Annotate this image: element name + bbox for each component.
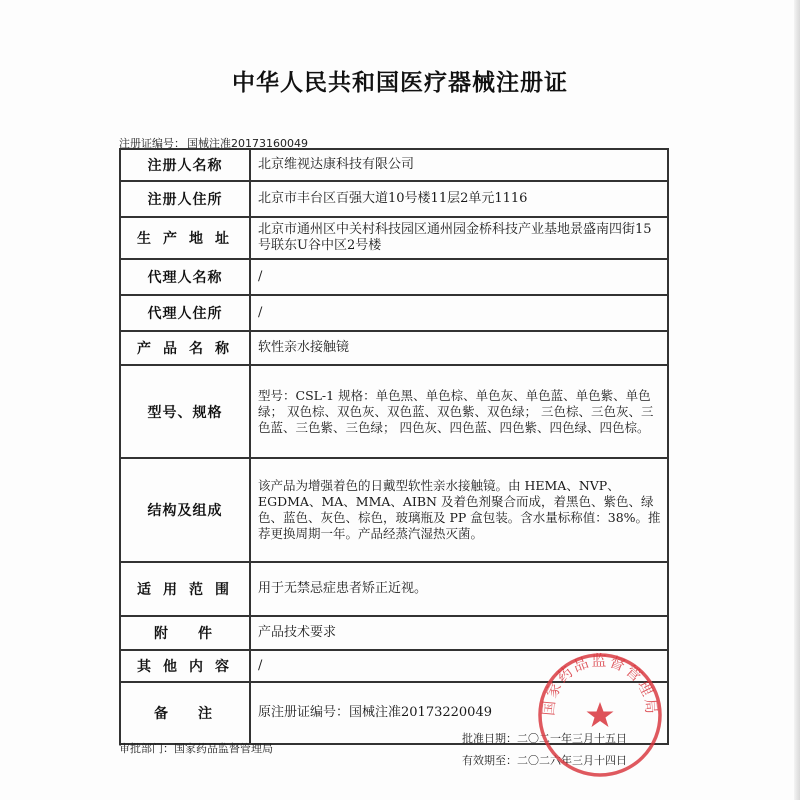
approval-date-value: 二〇二一年三月十五日	[517, 732, 627, 745]
row-label: 结构及组成	[120, 458, 250, 562]
table-row	[120, 181, 668, 217]
row-value: 软性亲水接触镜	[250, 331, 668, 365]
table-row	[120, 217, 668, 259]
table-row	[120, 365, 668, 458]
row-label: 备注	[120, 682, 250, 744]
approval-date-label: 批准日期：	[462, 732, 517, 745]
table-row	[120, 295, 668, 331]
table-row	[120, 259, 668, 295]
row-value: /	[250, 650, 668, 682]
row-value: 北京维视达康科技有限公司	[250, 149, 668, 181]
row-value: 原注册证编号：国械注准20173220049	[250, 682, 668, 744]
valid-until-label: 有效期至：	[462, 754, 517, 767]
certificate-number-value: 国械注准20173160049	[187, 137, 308, 150]
seal-text-path: 国家药品监督管理局	[539, 651, 661, 717]
row-value: 用于无禁忌症患者矫正近视。	[250, 562, 668, 616]
certificate-number-label: 注册证编号：	[119, 137, 185, 150]
row-value: /	[250, 295, 668, 331]
table-row	[120, 616, 668, 650]
row-label: 代理人住所	[120, 295, 250, 331]
row-label: 注册人住所	[120, 181, 250, 217]
row-value: 北京市通州区中关村科技园区通州园金桥科技产业基地景盛南四街15号联东U谷中区2号楼	[250, 217, 668, 259]
row-value: 该产品为增强着色的日戴型软性亲水接触镜。由 HEMA、NVP、EGDMA、MA、MMA、AIBN 及着色剂聚合而成，着黑色、紫色、绿色、蓝色、灰色、棕色，玻璃瓶及 PP 盒包装。含水量标称值：38%。推荐更换周期一年。产品经蒸汽湿热灭菌。	[250, 458, 668, 562]
row-label: 附件	[120, 616, 250, 650]
document-title: 中华人民共和国医疗器械注册证	[232, 70, 568, 96]
page-edge-shadow	[794, 0, 800, 800]
official-seal-stamp	[535, 650, 665, 780]
row-value: /	[250, 259, 668, 295]
seal-star-icon	[587, 702, 614, 727]
row-label: 生产地址	[120, 217, 250, 259]
row-value: 北京市丰台区百强大道10号楼11层2单元1116	[250, 181, 668, 217]
row-label: 其他内容	[120, 650, 250, 682]
valid-until-value: 二〇二六年三月十四日	[517, 754, 627, 767]
row-label: 型号、规格	[120, 365, 250, 458]
table-row	[120, 562, 668, 616]
approval-department-value: 国家药品监督管理局	[174, 742, 273, 755]
approval-department-label: 审批部门：	[119, 742, 174, 755]
row-value: 型号：CSL-1 规格：单色黑、单色棕、单色灰、单色蓝、单色紫、单色绿； 双色棕、双色灰、双色蓝、双色紫、双色绿； 三色棕、三色灰、三色蓝、三色紫、三色绿； 四色灰、四色蓝、四色紫、四色绿、四色棕。	[250, 365, 668, 458]
approval-department	[119, 740, 273, 756]
table-row	[120, 458, 668, 562]
row-value: 产品技术要求	[250, 616, 668, 650]
table-row	[120, 149, 668, 181]
row-label: 产品名称	[120, 331, 250, 365]
row-label: 代理人名称	[120, 259, 250, 295]
row-label: 注册人名称	[120, 149, 250, 181]
table-row	[120, 331, 668, 365]
row-label: 适用范围	[120, 562, 250, 616]
